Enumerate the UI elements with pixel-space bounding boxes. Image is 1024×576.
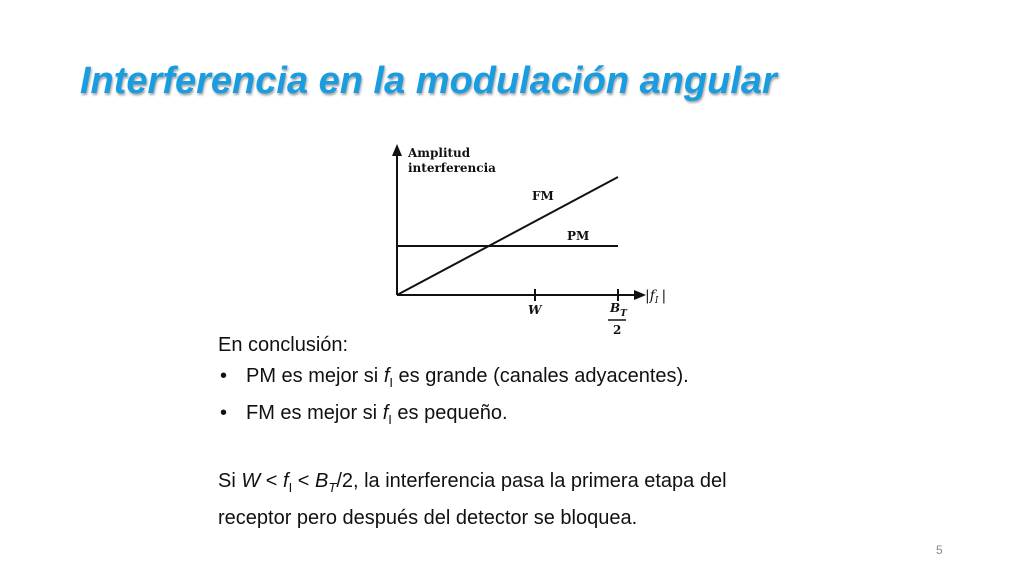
tick-w-label: W xyxy=(528,303,542,317)
interference-diagram xyxy=(370,140,690,340)
bullet-fm-before: FM es mejor si xyxy=(246,402,383,424)
para-si: Si xyxy=(218,470,242,492)
slide-title: Interferencia en la modulación angular xyxy=(80,60,777,102)
bullet-fm xyxy=(218,398,727,435)
bullet-pm-before: PM es mejor si xyxy=(246,365,384,387)
fm-label: FM xyxy=(532,189,554,203)
condition-paragraph xyxy=(218,466,727,534)
bullet-pm-sub: I xyxy=(389,375,393,390)
x-axis-label-sub: I xyxy=(654,296,659,306)
tick-bt-sub: T xyxy=(620,309,627,319)
para-b: B xyxy=(315,470,329,492)
tick-bt-main: B xyxy=(610,301,621,315)
x-axis-label xyxy=(645,288,666,306)
conclusion-heading: En conclusión: xyxy=(218,334,349,356)
y-axis-arrow xyxy=(392,144,402,156)
conclusion-text xyxy=(218,330,727,534)
bullet-pm xyxy=(218,361,727,398)
para-lt1: < xyxy=(260,470,284,492)
x-axis-label-main: |f xyxy=(645,288,655,304)
para-lt2: < xyxy=(292,470,316,492)
para-f: f xyxy=(283,470,289,492)
y-axis-label-line1: Amplitud xyxy=(408,146,471,160)
bullet-fm-after: es pequeño. xyxy=(391,402,508,424)
slide-number: 5 xyxy=(936,543,943,557)
para-rest2: receptor pero después del detector se bloquea. xyxy=(218,507,638,529)
para-f-sub: I xyxy=(288,480,293,495)
bullet-fm-var: f xyxy=(382,402,389,424)
bullet-pm-var: f xyxy=(383,365,390,387)
tick-bt-denominator: 2 xyxy=(613,323,622,337)
conclusion-bullets xyxy=(218,361,727,435)
tick-bt-label xyxy=(609,301,628,319)
paragraph-gap xyxy=(218,435,727,466)
para-rest1: /2, la interferencia pasa la primera etapa del xyxy=(336,470,727,492)
para-w: W xyxy=(241,470,261,492)
bullet-pm-after: es grande (canales adyacentes). xyxy=(393,365,689,387)
x-axis-label-end: | xyxy=(661,288,667,304)
bullet-fm-sub: I xyxy=(388,412,392,427)
pm-label: PM xyxy=(567,229,590,243)
para-b-sub: T xyxy=(328,480,337,495)
y-axis-label-line2: interferencia xyxy=(408,161,496,175)
